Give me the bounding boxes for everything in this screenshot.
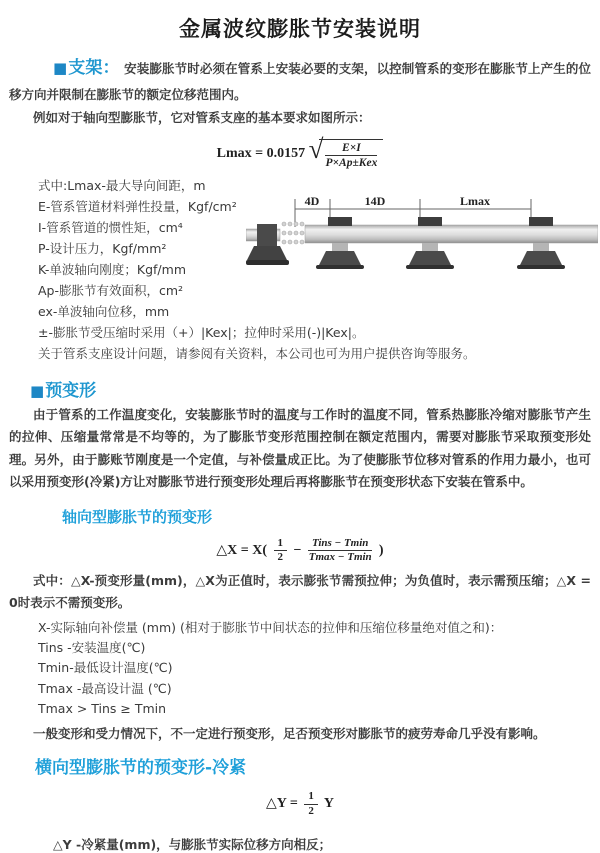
lmax-formula-lhs: Lmax = 0.0157 <box>216 145 306 161</box>
dimension-label-lmax: Lmax <box>460 194 490 208</box>
axial-note-line: 一般变形和受力情况下，不一定进行预变形，足否预变形对膨胀节的疲劳寿命几乎没有影响。 <box>33 725 546 741</box>
definition-line: 式中:Lmax-最大导向间距，m <box>38 177 206 193</box>
temperature-denominator: Tmax − Tmin <box>308 550 372 563</box>
pipe-support-diagram-svg <box>246 193 598 290</box>
definition-line: Tmin-最低设计温度(℃) <box>38 660 173 676</box>
page-title: 金属波纹膨胀节安装说明 <box>179 17 421 41</box>
radical-sign: √ <box>308 133 324 164</box>
half-numerator: 1 <box>304 790 318 804</box>
lmax-formula-denominator: P×Ap±Kex <box>325 156 378 169</box>
bellows-icon <box>282 222 304 244</box>
axial-formula-close: ) <box>378 542 384 558</box>
one-half-fraction <box>304 790 318 817</box>
pipe <box>305 225 598 243</box>
definition-line: Ap-膨胀节有效面积，cm² <box>38 282 184 298</box>
temperature-definitions-list <box>38 638 600 720</box>
support-section-heading <box>53 58 120 78</box>
definition-line: Tins -安装温度(℃) <box>38 639 146 655</box>
support-heading-label: 支架： <box>68 58 120 78</box>
half-numerator: 1 <box>274 537 288 551</box>
predeform-section-heading <box>30 376 600 401</box>
predeform-paragraph: 由于管系的工作温度变化，安装膨胀节时的温度与工作时的温度不同，管系热膨胀冷缩对膨胀节产生的拉伸、压缩量常常是不均等的，为了膨胀节变形范围控制在额定范围内，需要对膨胀节采取预变形处理。另外，由于膨账节刚度是一个定值，与补偿量成正比。为了使膨胀节位移对管系的作用力最小，也可以采用预变形(冷紧)方让对膨胀节进行预变形处理后再将膨胀节在预变形状态下安装在管系中。 <box>9 406 591 490</box>
definition-line: I-管系管道的惯性矩，cm⁴ <box>38 219 183 235</box>
support-intro-text: 安装膨胀节时必须在管系上安装必要的支架，以控制管系的变形在膨胀节上产生的位移方向并限制在膨胀节的额定位移范围内。 <box>9 61 591 102</box>
square-marker-icon: ■ <box>30 381 45 400</box>
definition-line: Tmax > Tins ≥ Tmin <box>38 701 167 717</box>
temperature-numerator: Tins − Tmin <box>308 537 372 551</box>
lmax-formula <box>0 133 600 169</box>
lateral-formula <box>0 790 600 817</box>
square-marker-icon: ■ <box>53 59 68 77</box>
lateral-formula-rhs: Y <box>323 796 334 812</box>
dimension-label-4d: 4D <box>304 194 320 208</box>
definition-line: ex-单波轴向位移，mm <box>38 303 170 319</box>
axial-formula <box>0 537 600 564</box>
sqrt-fraction <box>319 139 383 169</box>
lateral-explain-line: △Y -冷紧量(mm)，与膨胀节实际位移方向相反； <box>53 836 332 852</box>
axial-formula-lhs: △X = X( <box>216 542 268 558</box>
x-definition-line: X-实际轴向补偿量 (mm) (相对于膨胀节中间状态的拉伸和压缩位移量绝对值之和)： <box>38 619 503 635</box>
definition-line: P-设计压力，Kgf/mm² <box>38 240 167 256</box>
definition-line: E-管系管道材料弹性投量，Kgf/cm² <box>38 198 237 214</box>
axial-explain-paragraph: 式中：△X-预变形量(mm)，△X为正值时，表示膨张节需预拉伸；为负值时，表示需预压缩；△X = 0时表示不需预变形。 <box>9 572 591 611</box>
definition-line: Tmax -最高设计温 (℃) <box>38 680 172 696</box>
definition-line: K-单波轴向刚度；Kgf/mm <box>38 261 186 277</box>
definition-line: 关于管系支座设计问题，请参阅有关资料，本公司也可为用户提供咨询等服务。 <box>38 345 476 361</box>
sqrt-expression <box>308 133 384 169</box>
lateral-formula-lhs: △Y = <box>266 796 298 812</box>
half-denominator: 2 <box>277 550 284 563</box>
minus-sign: − <box>293 542 302 558</box>
dimension-label-14d: 14D <box>364 194 386 208</box>
support-example-line: 例如对于轴向型膨胀节，它对管系支座的基本要求如图所示： <box>33 110 371 126</box>
support-intro-paragraph <box>9 53 591 106</box>
lateral-subsection-heading: 横向型膨胀节的预变形-冷紧 <box>35 758 247 779</box>
one-half-fraction <box>274 537 288 564</box>
predeform-heading-label: 预变形 <box>45 380 97 401</box>
lmax-formula-numerator: E×I <box>325 142 377 156</box>
half-denominator: 2 <box>308 804 314 817</box>
axial-subsection-heading: 轴向型膨胀节的预变形 <box>62 507 213 526</box>
temperature-fraction <box>308 537 372 564</box>
pipe-support-diagram <box>246 193 598 290</box>
definition-line: ±-膨胀节受压缩时采用（+）|Kex|；拉伸时采用(-)|Kex|。 <box>38 324 365 340</box>
